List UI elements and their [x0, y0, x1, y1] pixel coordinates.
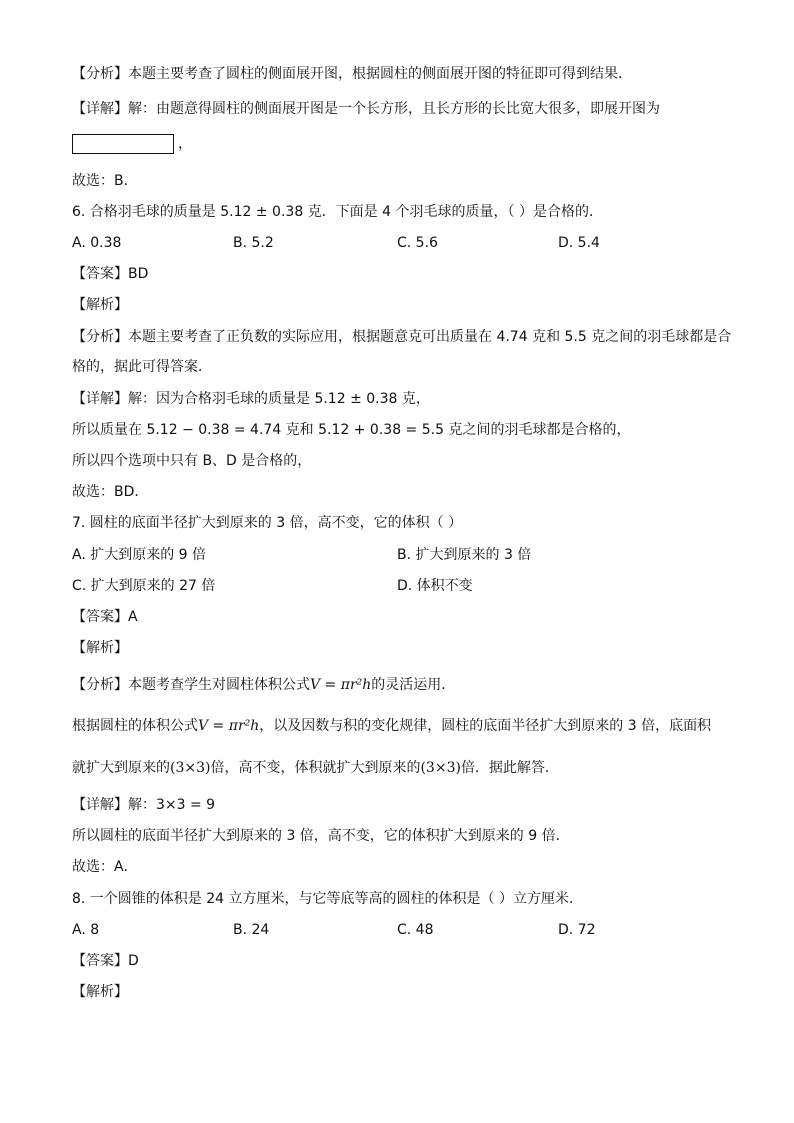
q8-option-b: B. 24 [233, 922, 270, 938]
cylinder-volume-formula-inline: V = πr²h [198, 718, 260, 734]
q7-paragraph-2-b: 倍，高不变，体积就扩大到原来的 [210, 760, 421, 776]
q7-option-d: D. 体积不变 [397, 578, 473, 594]
q7-option-b: B. 扩大到原来的 3 倍 [397, 547, 532, 563]
q7-analysis-prefix: 【分析】本题考查学生对圆柱体积公式 [72, 677, 310, 693]
q6-analysis-1: 【分析】本题主要考查了正负数的实际应用，根据题意克可出质量在 4.74 克和 5.5 克之间的羽毛球都是合 [72, 329, 732, 345]
multiplier-expression-1: (3×3) [170, 760, 211, 776]
cylinder-volume-formula: V = πr²h [310, 677, 372, 693]
q7-analysis [72, 675, 455, 695]
q6-detail-3: 所以四个选项中只有 B、D 是合格的， [72, 453, 312, 469]
q7-paragraph-1-prefix: 根据圆柱的体积公式 [72, 718, 198, 734]
q7-option-a: A. 扩大到原来的 9 倍 [72, 547, 207, 563]
q7-detail-1: 【详解】解：3×3 = 9 [72, 797, 216, 813]
q5-comma: ， [178, 136, 192, 152]
q8-stem: 8. 一个圆锥的体积是 24 立方厘米，与它等底等高的圆柱的体积是（ ）立方厘米． [72, 891, 583, 907]
q6-option-b: B. 5.2 [233, 235, 274, 251]
q8-jiexi: 【解析】 [72, 984, 128, 1000]
multiplier-expression-2: (3×3) [420, 760, 461, 776]
q6-answer: 【答案】BD [72, 266, 149, 282]
q8-option-a: A. 8 [72, 922, 100, 938]
q8-option-d: D. 72 [558, 922, 596, 938]
q6-option-c: C. 5.6 [397, 235, 438, 251]
q6-jiexi: 【解析】 [72, 297, 128, 313]
q6-choose: 故选：BD． [72, 484, 149, 500]
q7-detail-2: 所以圆柱的底面半径扩大到原来的 3 倍，高不变，它的体积扩大到原来的 9 倍． [72, 828, 570, 844]
q6-stem: 6. 合格羽毛球的质量是 5.12 ± 0.38 克．下面是 4 个羽毛球的质量，（ ）是合格的． [72, 204, 603, 220]
q6-option-d: D. 5.4 [558, 235, 600, 251]
q8-option-c: C. 48 [397, 922, 434, 938]
q7-option-c: C. 扩大到原来的 27 倍 [72, 578, 216, 594]
q5-analysis: 【分析】本题主要考查了圆柱的侧面展开图，根据圆柱的侧面展开图的特征即可得到结果． [72, 66, 632, 82]
q6-detail-1: 【详解】解：因为合格羽毛球的质量是 5.12 ± 0.38 克， [72, 391, 430, 407]
q6-detail-2: 所以质量在 5.12 − 0.38 = 4.74 克和 5.12 + 0.38 = 5.5 克之间的羽毛球都是合格的， [72, 422, 631, 438]
q5-choose: 故选：B． [72, 173, 138, 189]
q7-paragraph-2-a: 就扩大到原来的 [72, 760, 170, 776]
q5-detail: 【详解】解：由题意得圆柱的侧面展开图是一个长方形，且长方形的长比宽大很多，即展开图为 [72, 101, 660, 117]
q7-choose: 故选：A． [72, 859, 138, 875]
q6-analysis-2: 格的，据此可得答案． [72, 359, 212, 375]
q7-paragraph-1-suffix: ，以及因数与积的变化规律，圆柱的底面半径扩大到原来的 3 倍，底面积 [259, 718, 712, 734]
q7-paragraph-2-c: 倍．据此解答． [460, 760, 559, 776]
q7-paragraph-2 [72, 758, 559, 778]
q6-option-a: A. 0.38 [72, 235, 122, 251]
q7-paragraph-1 [72, 716, 711, 736]
q7-jiexi: 【解析】 [72, 640, 128, 656]
unfolded-rectangle-figure [72, 134, 174, 154]
q7-stem: 7. 圆柱的底面半径扩大到原来的 3 倍，高不变，它的体积（ ） [72, 515, 463, 531]
q7-analysis-suffix: 的灵活运用． [371, 677, 456, 693]
q8-answer: 【答案】D [72, 953, 139, 969]
q7-answer: 【答案】A [72, 609, 138, 625]
